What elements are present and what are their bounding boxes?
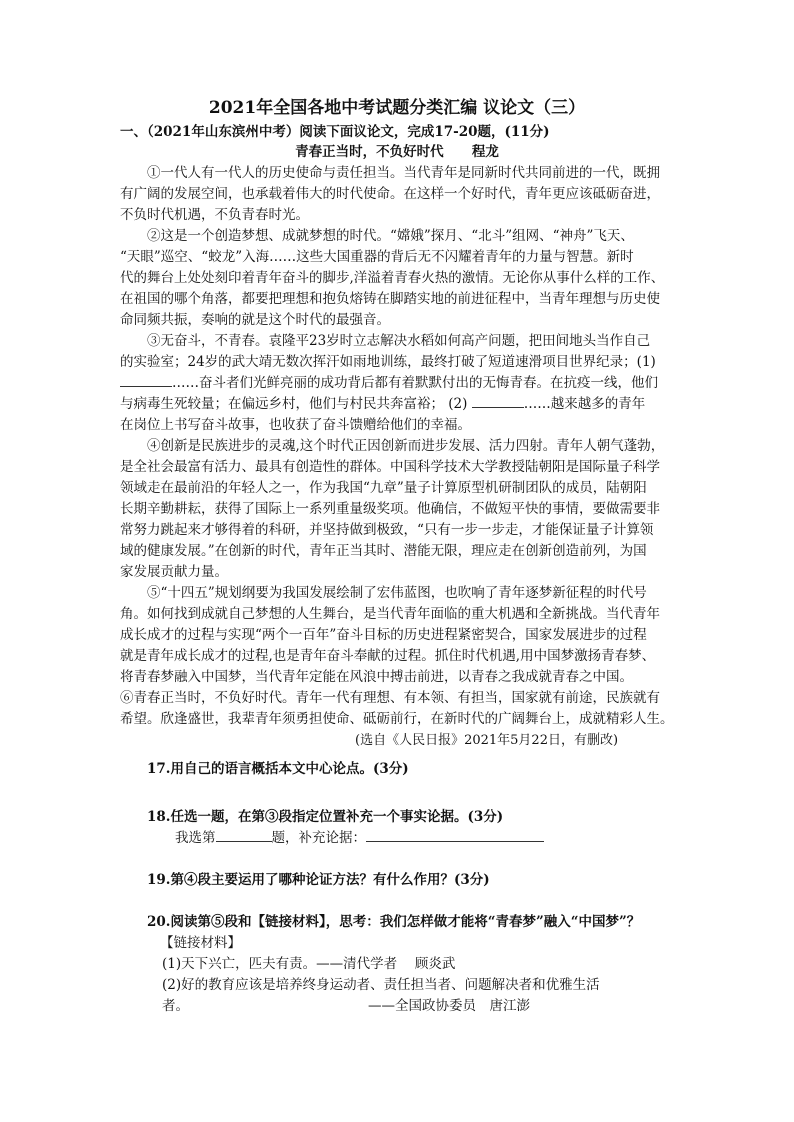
paragraph-line: 代的舞台上处处刻印着青年奋斗的脚步,洋溢着青春火热的激情。无论你从事什么样的工作、 <box>120 270 665 286</box>
paragraph-line: 成长成才的过程与实现“两个一百年”奋斗目标的历史进程紧密契合，国家发展进步的过程 <box>120 627 647 643</box>
q18-prefix: 我选第 <box>175 830 216 846</box>
paragraph-line: 就是青年成长成才的过程,也是青年奋斗奉献的过程。抓住时代机遇,用中国梦激扬青春梦、 <box>120 648 656 664</box>
source-citation: (选自《人民日报》2021年5月22日，有删改) <box>355 733 619 748</box>
article-author: 程龙 <box>471 144 499 160</box>
paragraph-line: ②这是一个创造梦想、成就梦想的时代。“嫦娥”探月、“北斗”组网、“神舟”飞天、 <box>147 228 634 244</box>
link-material-header: 【链接材料】 <box>160 935 241 951</box>
paragraph-line <box>120 373 658 393</box>
paragraph-line: ①一代人有一代人的历史使命与责任担当。当代青年是同新时代共同前进的一代，既拥 <box>147 165 660 181</box>
question-17: 17.用自己的语言概括本文中心论点。(3分) <box>147 761 409 777</box>
question-20: 20.阅读第⑤段和【链接材料】，思考：我们怎样做才能将“青春梦”融入“中国梦”？ <box>147 914 641 930</box>
paragraph-line: 常努力跳起来才够得着的科研，并坚持做到极致，“只有一步一步走，才能保证量子计算领 <box>120 522 654 538</box>
paragraph-line: ⑥青春正当时，不负好时代。青年一代有理想、有本领、有担当，国家就有前途，民族就有 <box>120 690 660 706</box>
paragraph-line: 在祖国的哪个角落，都要把理想和抱负熔铸在脚踏实地的前进征程中，当青年理想与历史使 <box>120 291 660 307</box>
paragraph-line: “天眼”巡空、“蛟龙”入海……这些大国重器的背后无不闪耀着青年的力量与智慧。新时 <box>120 249 634 265</box>
paragraph-line: ④创新是民族进步的灵魂,这个时代正因创新而进步发展、活力四射。青年人朝气蓬勃， <box>147 438 665 454</box>
paragraph-line: 的实验室；24岁的武大靖无数次挥汗如雨地训练，最终打破了短道速滑项目世界纪录；(1) <box>120 354 656 370</box>
link-material-1: (1)天下兴亡，匹夫有责。——清代学者 顾炎武 <box>162 956 456 972</box>
link-material-2-attribution: ——全国政协委员 唐江澎 <box>368 998 530 1014</box>
paragraph-line: 领域走在最前沿的年轻人之一，作为我国“九章”量子计算原型机研制团队的成员，陆朝阳 <box>120 480 647 496</box>
blank-2-line[interactable] <box>472 394 524 408</box>
paragraph-line: 将青春梦融入中国梦，当代青年定能在风浪中搏击前进，以青春之我成就青春之中国。 <box>120 669 633 685</box>
paragraph-line: 不负时代机遇，不负青春时光。 <box>120 207 309 223</box>
question-19: 19.第④段主要运用了哪种论证方法？有什么作用？(3分) <box>147 872 490 888</box>
question-18-answer-line <box>175 828 544 848</box>
paragraph-line: 家发展贡献力量。 <box>120 564 228 580</box>
paragraph-line: 有广阔的发展空间，也承载着伟大的时代使命。在这样一个好时代，青年更应该砥砺奋进， <box>120 186 660 202</box>
paragraph-line: 角。如何找到成就自己梦想的人生舞台，是当代青年面临的重大机遇和全新挑战。当代青年 <box>120 606 660 622</box>
q18-evidence-blank[interactable] <box>366 828 544 842</box>
paragraph-line: ③无奋斗，不青春。袁隆平23岁时立志解决水稻如何高产问题，把田间地头当作自己 <box>147 333 651 349</box>
link-material-2: (2)好的教育应该是培养终身运动者、责任担当者、问题解决者和优雅生活 <box>162 977 600 993</box>
paragraph-line-text: 与病毒生死较量；在偏远乡村，他们与村民共奔富裕； (2) <box>120 396 468 412</box>
article-heading <box>0 142 794 162</box>
q18-choice-blank[interactable] <box>216 828 272 842</box>
paragraph-line: 命同频共振，奏响的就是这个时代的最强音。 <box>120 312 390 328</box>
paragraph-line-text: ……奋斗者们光鲜亮丽的成功背后都有着默默付出的无悔青春。在抗疫一线，他们 <box>172 375 658 391</box>
paragraph-line: ⑤“十四五”规划纲要为我国发展绘制了宏伟蓝图，也吹响了青年逐梦新征程的时代号 <box>147 585 647 601</box>
article-title: 青春正当时，不负好时代 <box>295 144 444 160</box>
section-intro: 一、（2021年山东滨州中考）阅读下面议论文，完成17-20题，(11分) <box>120 124 550 140</box>
paragraph-line: 长期辛勤耕耘，获得了国际上一系列重量级奖项。他确信，不做短平快的事情，要做需要非 <box>120 501 660 517</box>
paragraph-line <box>120 394 645 414</box>
paragraph-line: 希望。欣逢盛世，我辈青年须勇担使命、砥砺前行，在新时代的广阔舞台上，成就精彩人生。 <box>120 711 674 727</box>
question-18: 18.任选一题，在第③段指定位置补充一个事实论据。(3分) <box>147 809 504 825</box>
paragraph-line: 域的健康发展。”在创新的时代，青年正当其时、潜能无限，理应走在创新创造前列，为国 <box>120 543 647 559</box>
paragraph-line: 在岗位上书写奋斗故事，也收获了奋斗馈赠给他们的幸福。 <box>120 417 471 433</box>
link-material-2-end: 者。 <box>162 998 189 1014</box>
paragraph-line-text: ……越来越多的青年 <box>523 396 646 412</box>
blank-1-line[interactable] <box>120 373 172 387</box>
paragraph-line: 是全社会最富有活力、最具有创造性的群体。中国科学技术大学教授陆朝阳是国际量子科学 <box>120 459 660 475</box>
document-title: 2021年全国各地中考试题分类汇编 议论文（三） <box>208 98 586 118</box>
q18-mid: 题，补充论据： <box>271 830 366 846</box>
